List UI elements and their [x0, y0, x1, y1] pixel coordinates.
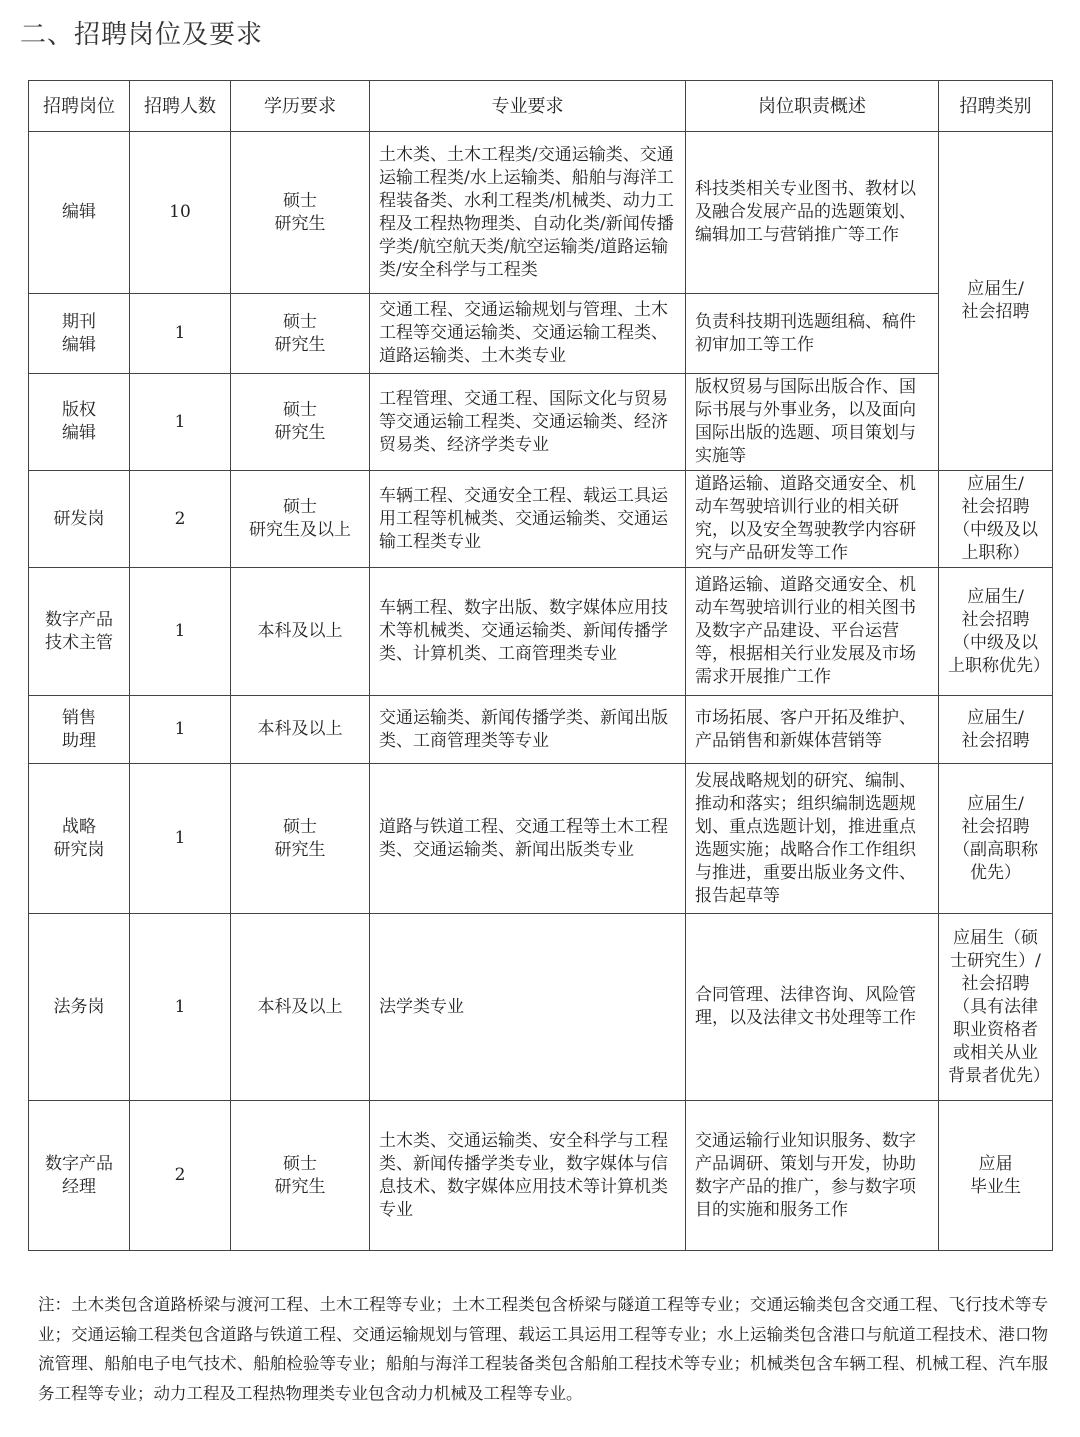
- cell-duty: 道路运输、道路交通安全、机动车驾驶培训行业的相关图书及数字产品建设、平台运营等，根据相关行业发展及市场需求开展推广工作: [686, 568, 939, 696]
- cell-duty: 交通运输行业知识服务、数字产品调研、策划与开发，协助数字产品的推广，参与数字项目的实施和服务工作: [686, 1101, 939, 1251]
- table-row: [29, 374, 1053, 471]
- cell-category: 应届生/ 社会招聘 （副高职称优先）: [939, 764, 1053, 914]
- cell-education: 本科及以上: [231, 696, 370, 764]
- cell-duty: 版权贸易与国际出版合作、国际书展与外事业务，以及面向国际出版的选题、项目策划与实施等: [686, 374, 939, 471]
- cell-count: 2: [130, 1101, 231, 1251]
- col-header-count: 招聘人数: [130, 81, 231, 132]
- cell-major: 交通运输类、新闻传播学类、新闻出版类、工商管理类等专业: [370, 696, 686, 764]
- cell-position: 销售 助理: [29, 696, 130, 764]
- cell-education: 硕士 研究生: [231, 374, 370, 471]
- table-row: [29, 294, 1053, 374]
- cell-count: 1: [130, 568, 231, 696]
- cell-count: 1: [130, 374, 231, 471]
- cell-position: 数字产品 经理: [29, 1101, 130, 1251]
- cell-count: 1: [130, 696, 231, 764]
- cell-category: 应届生/ 社会招聘 （中级及以上职称优先）: [939, 568, 1053, 696]
- cell-position: 版权 编辑: [29, 374, 130, 471]
- cell-major: 土木类、交通运输类、安全科学与工程类、新闻传播学类专业，数字媒体与信息技术、数字媒体应用技术等计算机类专业: [370, 1101, 686, 1251]
- cell-category-merged: 应届生/ 社会招聘: [939, 132, 1053, 471]
- cell-major: 车辆工程、交通安全工程、载运工具运用工程等机械类、交通运输类、交通运输工程类专业: [370, 471, 686, 568]
- table-row: [29, 914, 1053, 1101]
- cell-education: 本科及以上: [231, 568, 370, 696]
- cell-position: 编辑: [29, 132, 130, 294]
- cell-major: 道路与铁道工程、交通工程等土木工程类、交通运输类、新闻出版类专业: [370, 764, 686, 914]
- cell-education: 硕士 研究生: [231, 764, 370, 914]
- cell-position: 法务岗: [29, 914, 130, 1101]
- cell-major: 车辆工程、数字出版、数字媒体应用技术等机械类、交通运输类、新闻传播学类、计算机类、工商管理类专业: [370, 568, 686, 696]
- recruitment-table: [28, 80, 1053, 1251]
- cell-position: 研发岗: [29, 471, 130, 568]
- cell-category: 应届 毕业生: [939, 1101, 1053, 1251]
- cell-major: 法学类专业: [370, 914, 686, 1101]
- cell-education: 本科及以上: [231, 914, 370, 1101]
- cell-major: 土木类、土木工程类/交通运输类、交通运输工程类/水上运输类、船舶与海洋工程装备类、水利工程类/机械类、动力工程及工程热物理类、自动化类/新闻传播学类/航空航天类/航空运输类/道路运输类/安全科学与工程类: [370, 132, 686, 294]
- table-row: [29, 471, 1053, 568]
- cell-count: 1: [130, 914, 231, 1101]
- table-row: [29, 764, 1053, 914]
- cell-count: 1: [130, 294, 231, 374]
- table-row: [29, 1101, 1053, 1251]
- cell-category: 应届生（硕士研究生）/ 社会招聘 （具有法律职业资格者或相关从业背景者优先）: [939, 914, 1053, 1101]
- cell-category: 应届生/ 社会招聘 （中级及以上职称）: [939, 471, 1053, 568]
- cell-major: 交通工程、交通运输规划与管理、土木工程等交通运输类、交通运输工程类、道路运输类、土木类专业: [370, 294, 686, 374]
- cell-education: 硕士 研究生: [231, 294, 370, 374]
- cell-duty: 负责科技期刊选题组稿、稿件初审加工等工作: [686, 294, 939, 374]
- col-header-duty: 岗位职责概述: [686, 81, 939, 132]
- cell-education: 硕士 研究生: [231, 132, 370, 294]
- cell-count: 10: [130, 132, 231, 294]
- col-header-education: 学历要求: [231, 81, 370, 132]
- cell-position: 战略 研究岗: [29, 764, 130, 914]
- col-header-position: 招聘岗位: [29, 81, 130, 132]
- section-heading: 二、招聘岗位及要求: [20, 20, 264, 50]
- cell-duty: 科技类相关专业图书、教材以及融合发展产品的选题策划、编辑加工与营销推广等工作: [686, 132, 939, 294]
- cell-education: 硕士 研究生及以上: [231, 471, 370, 568]
- cell-duty: 市场拓展、客户开拓及维护、产品销售和新媒体营销等: [686, 696, 939, 764]
- table-row: [29, 696, 1053, 764]
- table-row: [29, 132, 1053, 294]
- cell-major: 工程管理、交通工程、国际文化与贸易等交通运输工程类、交通运输类、经济贸易类、经济学类专业: [370, 374, 686, 471]
- cell-count: 2: [130, 471, 231, 568]
- col-header-category: 招聘类别: [939, 81, 1053, 132]
- footnote: 注：土木类包含道路桥梁与渡河工程、土木工程等专业；土木工程类包含桥梁与隧道工程等专业；交通运输类包含交通工程、飞行技术等专业；交通运输工程类包含道路与铁道工程、交通运输规划与管理、载运工具运用工程等专业；水上运输类包含港口与航道工程技术、港口物流管理、船舶电子电气技术、船舶检验等专业；船舶与海洋工程装备类包含船舶工程技术等专业；机械类包含车辆工程、机械工程、汽车服务工程等专业；动力工程及工程热物理类专业包含动力机械及工程等专业。: [38, 1295, 1048, 1403]
- cell-duty: 发展战略规划的研究、编制、推动和落实；组织编制选题规划、重点选题计划，推进重点选题实施；战略合作工作组织与推进，重要出版业务文件、报告起草等: [686, 764, 939, 914]
- table-header-row: [29, 81, 1053, 132]
- table-row: [29, 568, 1053, 696]
- col-header-major: 专业要求: [370, 81, 686, 132]
- cell-education: 硕士 研究生: [231, 1101, 370, 1251]
- cell-category: 应届生/ 社会招聘: [939, 696, 1053, 764]
- cell-count: 1: [130, 764, 231, 914]
- cell-position: 期刊 编辑: [29, 294, 130, 374]
- cell-duty: 道路运输、道路交通安全、机动车驾驶培训行业的相关研究，以及安全驾驶教学内容研究与产品研发等工作: [686, 471, 939, 568]
- cell-duty: 合同管理、法律咨询、风险管理，以及法律文书处理等工作: [686, 914, 939, 1101]
- cell-position: 数字产品 技术主管: [29, 568, 130, 696]
